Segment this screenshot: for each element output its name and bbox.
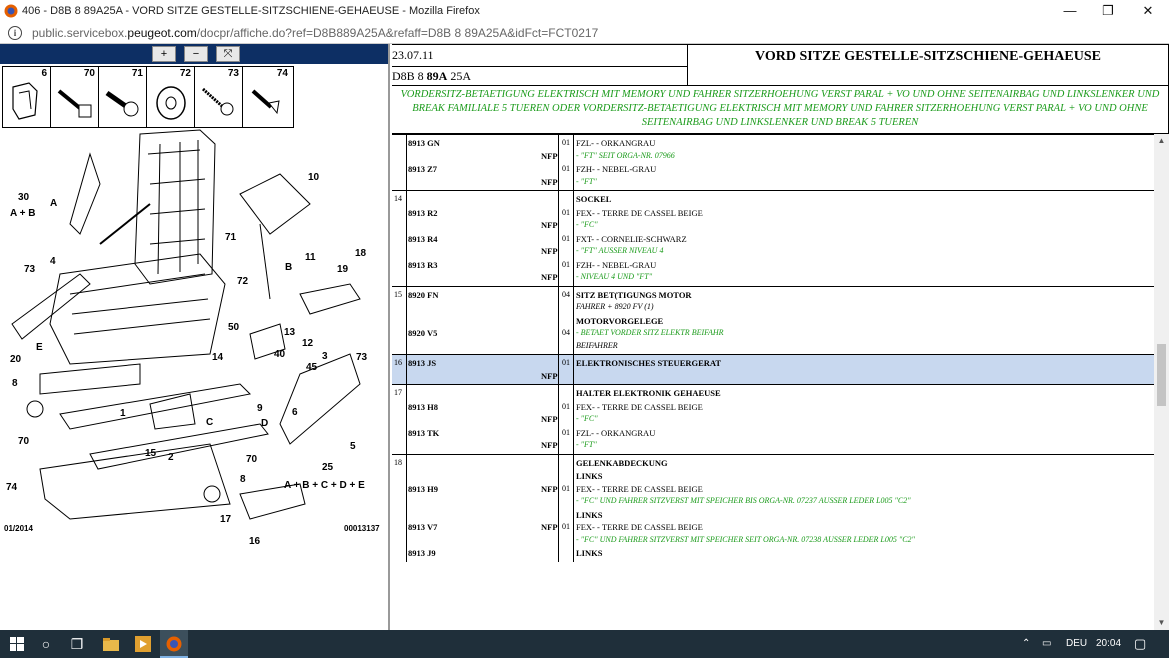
scroll-down-arrow[interactable]: ▼ <box>1157 618 1166 627</box>
part-description: - "FT" <box>576 176 597 186</box>
callout-C: C <box>206 417 214 428</box>
nfp-flag: NFP <box>541 176 558 187</box>
callout-5: 5 <box>350 441 356 452</box>
part-reference[interactable]: 8920 V5 <box>408 328 438 338</box>
callout-45: 45 <box>306 362 318 373</box>
scrollbar-thumb[interactable] <box>1157 344 1166 406</box>
part-quantity: 01 <box>562 207 570 217</box>
callout-71: 71 <box>225 232 237 243</box>
parts-panel <box>392 44 1169 630</box>
part-description: - "FT" SEIT ORGA-NR. 07966 <box>576 150 675 160</box>
scroll-up-arrow[interactable]: ▲ <box>1157 136 1166 145</box>
self-tapping-screw-icon <box>199 79 239 123</box>
callout-6: 6 <box>292 407 298 418</box>
group-number: 15 <box>394 289 402 299</box>
part-reference[interactable]: 8913 Z7 <box>408 164 438 174</box>
column-divider <box>558 385 559 454</box>
clip-icon <box>7 79 47 123</box>
part-reference[interactable]: 8913 H8 <box>408 401 438 412</box>
callout-40: 40 <box>274 349 286 360</box>
part-description: FZL- - ORKANGRAU <box>576 427 656 438</box>
page-content <box>0 44 1169 630</box>
part-description: GELENKABDECKUNG <box>576 457 668 468</box>
zoom-out-button[interactable]: − <box>184 46 208 62</box>
minimize-button[interactable]: — <box>1063 3 1077 18</box>
screw-icon <box>55 79 95 123</box>
callout-20: 20 <box>10 354 22 365</box>
part-quantity: 01 <box>562 401 570 411</box>
part-description: - "FC" UND FAHRER SITZVERST MIT SPEICHER BIS ORGA-NR. 07237 AUSSER LEDER L005 "C2" <box>576 496 911 505</box>
group-number: 14 <box>394 194 402 203</box>
column-divider <box>558 191 559 286</box>
part-description: ELEKTRONISCHES STEUERGERAT <box>576 358 722 368</box>
clock[interactable]: 20:04 <box>1096 638 1122 649</box>
nfp-flag: NFP <box>541 220 558 230</box>
column-divider <box>558 455 559 562</box>
callout-16: 16 <box>249 536 261 547</box>
nfp-flag: NFP <box>541 272 558 282</box>
callout-30: 30 <box>18 192 30 203</box>
part-description: - NIVEAU 4 UND "FT" <box>576 272 653 281</box>
callout-9: 9 <box>257 403 263 414</box>
callout-abcde: A + B + C + D + E <box>284 480 365 491</box>
part-quantity: 04 <box>562 328 570 337</box>
part-description: - "FC" UND FAHRER SITZVERST MIT SPEICHER SEIT ORGA-NR. 07238 AUSSER LEDER L005 "C2" <box>576 534 915 544</box>
firefox-icon <box>4 4 18 18</box>
washer-icon <box>151 79 191 123</box>
start-button[interactable] <box>0 630 34 658</box>
info-icon[interactable]: i <box>8 26 22 40</box>
diagram-toolbar <box>0 44 388 64</box>
callout-A: A <box>50 198 58 209</box>
column-divider <box>406 455 407 562</box>
header-description: VORDERSITZ-BETAETIGUNG ELEKTRISCH MIT MEMORY UND FAHRER SITZERHOEHUNG VERST PARAL + VO UND OHNE SEITENAIRBAG UND LINKSLENKER UND BREAK FAMILIALE 5 TUEREN ODER VORDERSITZ-BETAETIGUNG ELEKTRISCH MIT MEMORY UND FAHRER SITZERHOEHUNG VERST PARAL + VO UND OHNE SEITENAIRBAG UND LINKSLENKER UND BREAK 5 TUEREN <box>392 86 1169 134</box>
close-button[interactable]: ✕ <box>1142 3 1154 18</box>
group-number: 17 <box>394 388 402 397</box>
callout-2: 2 <box>168 452 174 463</box>
part-description: LINKS <box>576 548 603 558</box>
callout-13: 13 <box>284 327 296 338</box>
file-explorer-icon[interactable] <box>98 630 124 658</box>
part-quantity: 01 <box>562 233 570 243</box>
nfp-flag: NFP <box>541 414 558 424</box>
bolt-icon <box>103 79 143 123</box>
callout-70-left: 70 <box>18 436 30 447</box>
part-reference[interactable]: 8913 GN <box>408 138 440 148</box>
parts-table <box>392 134 1154 630</box>
nfp-flag: NFP <box>541 246 558 256</box>
pin-icon <box>247 79 287 123</box>
part-description: - "FT" AUSSER NIVEAU 4 <box>576 246 664 255</box>
tray-chevron-icon[interactable]: ⌃ <box>1022 638 1031 649</box>
parts-group[interactable] <box>392 134 1154 190</box>
page-title: VORD SITZE GESTELLE-SITZSCHIENE-GEHAEUSE <box>687 45 1168 85</box>
language-indicator[interactable]: DEU <box>1066 638 1088 649</box>
callout-4: 4 <box>50 256 56 267</box>
task-view-icon[interactable]: ❐ <box>70 636 84 652</box>
nfp-flag: NFP <box>541 522 558 532</box>
callout-17: 17 <box>220 514 232 524</box>
column-divider <box>573 455 574 562</box>
part-reference[interactable]: 8913 J9 <box>408 548 436 558</box>
thumb-part-70[interactable]: 70 <box>51 67 99 127</box>
callout-8-right: 8 <box>240 474 246 485</box>
callout-50: 50 <box>228 322 240 333</box>
header-date: 23.07.11 <box>392 48 434 62</box>
column-divider <box>558 135 559 190</box>
vertical-scrollbar[interactable] <box>1154 134 1169 630</box>
callout-D: D <box>261 418 269 429</box>
part-description: FZL- - ORKANGRAU <box>576 138 656 148</box>
parts-group[interactable] <box>392 354 1154 384</box>
part-description: - "FT" <box>576 440 597 449</box>
group-number: 16 <box>394 358 402 367</box>
callout-8-left: 8 <box>12 378 18 389</box>
column-divider <box>558 355 559 384</box>
part-description: SITZ BET(TIGUNGS MOTOR <box>576 289 692 300</box>
part-quantity: 01 <box>562 164 570 173</box>
column-divider <box>406 191 407 286</box>
nfp-flag: NFP <box>541 440 558 450</box>
taskbar <box>0 630 1169 658</box>
seat-exploded-diagram <box>0 124 388 524</box>
part-description: HALTER ELEKTRONIK GEHAEUSE <box>576 388 721 398</box>
column-divider <box>406 355 407 384</box>
part-reference[interactable]: 8913 H9 <box>408 483 438 494</box>
part-description: FEX- - TERRE DE CASSEL BEIGE <box>576 483 703 494</box>
part-description: FEX- - TERRE DE CASSEL BEIGE <box>576 401 703 412</box>
callout-B: B <box>285 262 293 273</box>
part-reference[interactable]: 8913 V7 <box>408 522 438 532</box>
part-description: BEIFAHRER <box>576 340 618 350</box>
window-titlebar <box>0 0 1169 22</box>
windows-icon <box>10 637 24 651</box>
callout-15: 15 <box>145 448 157 459</box>
callout-3: 3 <box>322 351 328 362</box>
thumb-part-72[interactable]: 72 <box>147 67 195 127</box>
part-reference[interactable]: 8913 JS <box>408 358 437 368</box>
part-description: SOCKEL <box>576 194 612 204</box>
part-description: LINKS <box>576 509 603 520</box>
callout-14: 14 <box>212 352 224 363</box>
callout-1: 1 <box>120 408 126 419</box>
parts-group[interactable] <box>392 190 1154 286</box>
parts-header <box>392 44 1169 86</box>
part-quantity: 01 <box>562 427 570 437</box>
parts-group[interactable] <box>392 454 1154 562</box>
column-divider <box>573 287 574 355</box>
part-description: - "FC" <box>576 220 598 229</box>
parts-group[interactable] <box>392 384 1154 454</box>
part-quantity: 04 <box>562 289 570 299</box>
search-icon[interactable]: ○ <box>41 636 51 652</box>
part-quantity: 01 <box>562 138 570 147</box>
part-quantity: 01 <box>562 522 570 531</box>
callout-74: 74 <box>6 482 18 493</box>
thumb-part-6[interactable]: 6 <box>3 67 51 127</box>
zoom-in-button[interactable]: + <box>152 46 176 62</box>
thumb-part-71[interactable]: 71 <box>99 67 147 127</box>
thumb-part-73[interactable]: 73 <box>195 67 243 127</box>
nfp-flag: NFP <box>541 150 558 161</box>
callout-70-right: 70 <box>246 454 258 465</box>
callout-18: 18 <box>355 248 367 259</box>
media-app-icon[interactable] <box>130 630 156 658</box>
callout-72: 72 <box>237 276 249 287</box>
part-description: FEX- - TERRE DE CASSEL BEIGE <box>576 522 703 532</box>
column-divider <box>406 287 407 355</box>
url-text[interactable]: public.servicebox.peugeot.com/docpr/affiche.do?ref=D8B889A25A&refaff=D8B 8 89A25A&idFct=FCT0217 <box>32 25 599 40</box>
part-description: FZH- - NEBEL-GRAU <box>576 259 657 270</box>
part-description: LINKS <box>576 471 603 481</box>
diagram-number: 00013137 <box>344 524 380 533</box>
callout-a-b: A + B <box>10 208 36 219</box>
address-bar[interactable] <box>0 22 1169 44</box>
column-divider <box>573 191 574 286</box>
part-quantity: 01 <box>562 483 570 493</box>
group-number: 18 <box>394 457 402 467</box>
part-reference[interactable]: 8920 FN <box>408 289 439 300</box>
column-divider <box>406 385 407 454</box>
column-divider <box>406 135 407 190</box>
part-description: FZH- - NEBEL-GRAU <box>576 164 657 174</box>
thumb-part-74[interactable]: 74 <box>243 67 291 127</box>
part-description: FAHRER + 8920 FV (1) <box>576 302 654 311</box>
network-icon[interactable]: ▭ <box>1042 638 1052 649</box>
part-reference[interactable]: 8913 TK <box>408 427 440 438</box>
nfp-flag: NFP <box>541 370 558 381</box>
callout-E: E <box>36 342 43 353</box>
header-reference: D8B 8 89A 25A <box>392 66 687 84</box>
column-divider <box>573 355 574 384</box>
part-quantity: 01 <box>562 358 570 367</box>
callout-73-left: 73 <box>24 264 36 275</box>
callout-25: 25 <box>322 462 334 473</box>
nfp-flag: NFP <box>541 483 558 494</box>
part-quantity: 01 <box>562 259 570 269</box>
part-description: FXT- - CORNELIE-SCHWARZ <box>576 233 687 244</box>
callout-19: 19 <box>337 264 349 275</box>
part-description: FEX- - TERRE DE CASSEL BEIGE <box>576 207 703 218</box>
part-description: - "FC" <box>576 414 598 423</box>
part-description: - BETAET VORDER SITZ ELEKTR BEIFAHR <box>576 328 724 337</box>
parts-group[interactable] <box>392 286 1154 355</box>
part-reference[interactable]: 8913 R4 <box>408 233 438 244</box>
diagram-date: 01/2014 <box>4 524 33 533</box>
part-reference[interactable]: 8913 R2 <box>408 207 438 218</box>
zoom-fit-button[interactable]: ⤧ <box>216 46 240 62</box>
window-title: 406 - D8B 8 89A25A - VORD SITZE GESTELLE-SITZSCHIENE-GEHAEUSE - Mozilla Firefox <box>22 5 480 17</box>
callout-12: 12 <box>302 338 314 349</box>
small-parts-strip <box>2 66 294 128</box>
callout-11: 11 <box>305 252 316 263</box>
column-divider <box>573 135 574 190</box>
callout-10: 10 <box>308 172 320 183</box>
column-divider <box>558 287 559 355</box>
callout-73-right: 73 <box>356 352 368 363</box>
firefox-taskbar-icon[interactable] <box>160 630 188 658</box>
notification-icon[interactable]: ▢ <box>1134 636 1147 651</box>
column-divider <box>573 385 574 454</box>
maximize-button[interactable]: ❐ <box>1102 3 1114 18</box>
part-reference[interactable]: 8913 R3 <box>408 259 438 270</box>
diagram-panel <box>0 44 390 630</box>
part-description: MOTORVORGELEGE <box>576 315 664 326</box>
